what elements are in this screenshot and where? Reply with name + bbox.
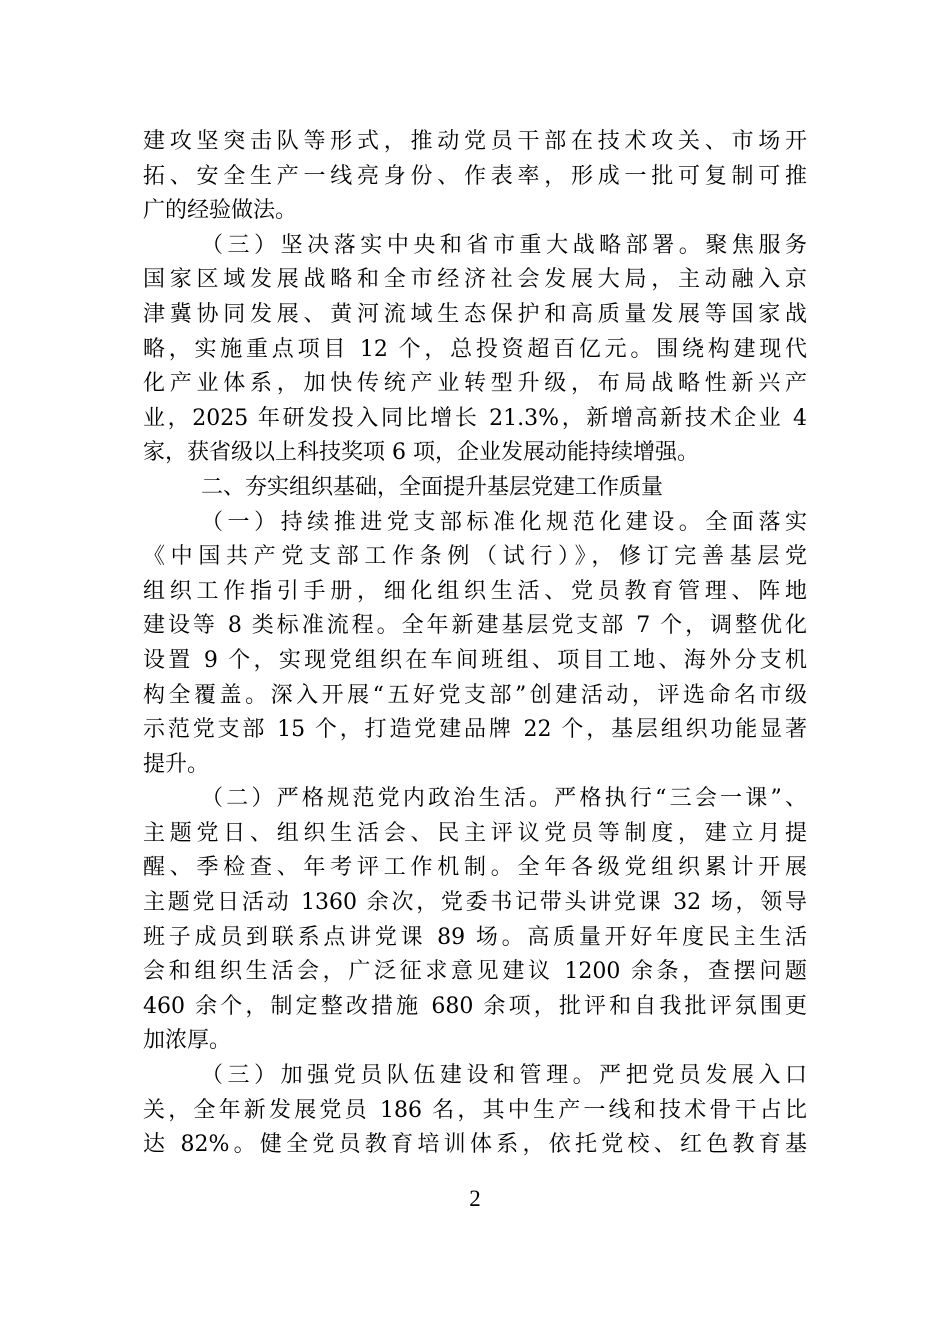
body-text <box>143 125 807 1163</box>
text-line: 提升。 <box>143 751 210 777</box>
text-line: 加浓厚。 <box>143 1028 232 1054</box>
section-heading: 二、夯实组织基础，全面提升基层党建工作质量 <box>201 474 664 500</box>
text-line: （一）持续推进党支部标准化规范化建设。全面落实 <box>201 509 807 535</box>
text-line: 主题党日、组织生活会、民主评议党员等制度，建立月提 <box>143 820 807 846</box>
page-number: 2 <box>469 1186 481 1211</box>
text-line: 设置 9 个，实现党组织在车间班组、项目工地、海外分支机 <box>143 647 807 673</box>
text-line: （二）严格规范党内政治生活。严格执行“三会一课”、 <box>201 786 807 812</box>
text-line: 业，2025 年研发投入同比增长 21.3%，新增高新技术企业 4 <box>143 405 807 431</box>
text-line: 津冀协同发展、黄河流域生态保护和高质量发展等国家战 <box>143 301 807 327</box>
text-line: 国家区域发展战略和全市经济社会发展大局，主动融入京 <box>143 267 807 293</box>
text-line: 广的经验做法。 <box>143 198 298 224</box>
text-line: 构全覆盖。深入开展“五好党支部”创建活动，评选命名市级 <box>143 682 807 708</box>
text-line: 家，获省级以上科技奖项 6 项，企业发展动能持续增强。 <box>143 440 699 466</box>
text-line: 略，实施重点项目 12 个，总投资超百亿元。围绕构建现代 <box>143 336 807 362</box>
text-line: 班子成员到联系点讲党课 89 场。高质量开好年度民主生活 <box>143 924 807 950</box>
text-line: 460 余个，制定整改措施 680 余项，批评和自我批评氛围更 <box>143 993 807 1019</box>
text-line: （三）加强党员队伍建设和管理。严把党员发展入口 <box>201 1063 807 1089</box>
text-line: 关，全年新发展党员 186 名，其中生产一线和技术骨干占比 <box>143 1097 807 1123</box>
text-line: （三）坚决落实中央和省市重大战略部署。聚焦服务 <box>201 232 807 258</box>
text-line: 示范党支部 15 个，打造党建品牌 22 个，基层组织功能显著 <box>143 717 807 743</box>
text-line: 组织工作指引手册，细化组织生活、党员教育管理、阵地 <box>143 578 807 604</box>
text-line: 达 82%。健全党员教育培训体系，依托党校、红色教育基 <box>143 1132 807 1158</box>
text-line: 《中国共产党支部工作条例（试行）》，修订完善基层党 <box>143 544 807 570</box>
text-line: 建设等 8 类标准流程。全年新建基层党支部 7 个，调整优化 <box>143 613 807 639</box>
text-line: 建攻坚突击队等形式，推动党员干部在技术攻关、市场开 <box>143 129 807 154</box>
text-line: 主题党日活动 1360 余次，党委书记带头讲党课 32 场，领导 <box>143 890 807 916</box>
text-line: 化产业体系，加快传统产业转型升级，布局战略性新兴产 <box>143 371 807 397</box>
text-line: 拓、安全生产一线亮身份、作表率，形成一批可复制可推 <box>143 163 807 189</box>
text-line: 醒、季检查、年考评工作机制。全年各级党组织累计开展 <box>143 855 807 881</box>
text-line: 会和组织生活会，广泛征求意见建议 1200 余条，查摆问题 <box>143 959 807 985</box>
